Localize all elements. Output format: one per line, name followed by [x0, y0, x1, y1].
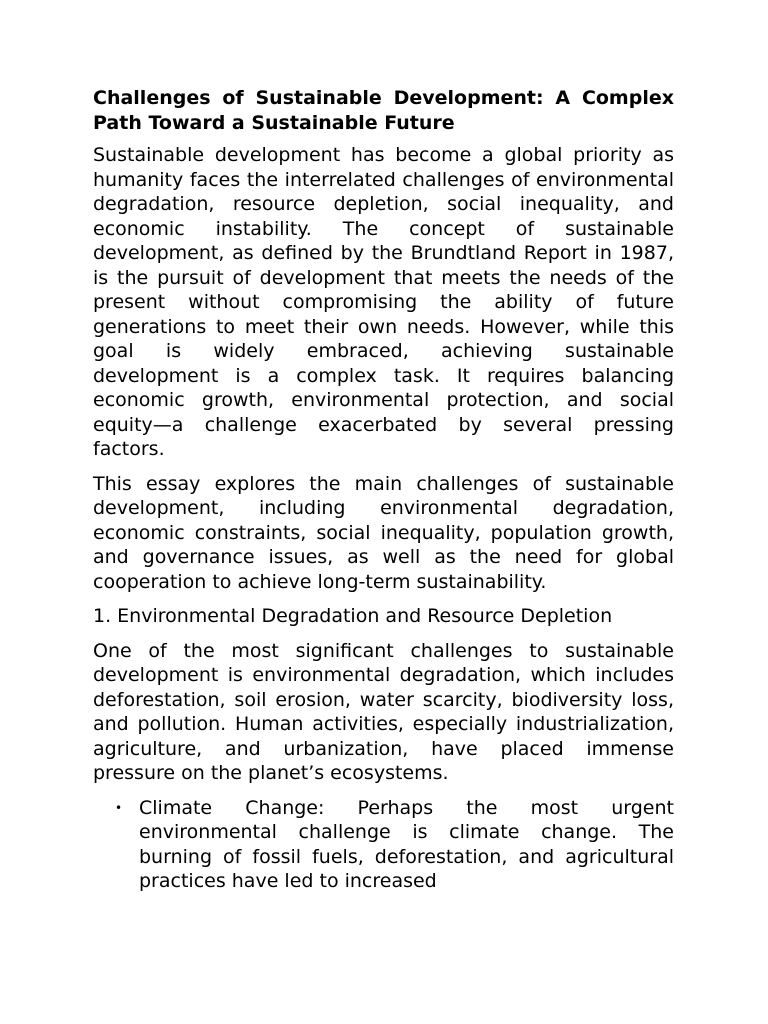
section-paragraph-environmental-degradation: One of the most significant challenges to sustainable development is environmental degradation, which includes deforestation, soil erosion, water scarcity, biodiversity loss, and pollution. Human activities, especially industrialization, agriculture, and urbanization, have placed immense pressure on the planet’s ecosystems.	[93, 639, 674, 784]
bullet-list	[93, 796, 674, 894]
document-title: Challenges of Sustainable Development: A Complex Path Toward a Sustainable Future	[93, 87, 674, 134]
list-item	[93, 796, 674, 894]
section-heading-environmental-degradation: 1. Environmental Degradation and Resource Depletion	[93, 605, 613, 627]
essay-overview-paragraph: This essay explores the main challenges of sustainable development, including environmental degradation, economic constraints, social inequality, population growth, and governance issues, as well as the need for global cooperation to achieve long-term sustainability.	[93, 472, 674, 593]
intro-paragraph: Sustainable development has become a global priority as humanity faces the interrelated challenges of environmental degradation, resource depletion, social inequality, and economic instability. The concept of sustainable development, as defined by the Brundtland Report in 1987, is the pursuit of development that meets the needs of the present without compromising the ability of future generations to meet their own needs. However, while this goal is widely embraced, achieving sustainable development is a complex task. It requires balancing economic growth, environmental protection, and social equity—a challenge exacerbated by several pressing factors.	[93, 144, 674, 460]
list-item-text: Climate Change: Perhaps the most urgent environmental challenge is climate change. The burning of fossil fuels, deforestation, and agricultural practices have led to increased	[139, 796, 674, 892]
bullet-icon: •	[115, 800, 123, 815]
document-page	[93, 86, 674, 894]
